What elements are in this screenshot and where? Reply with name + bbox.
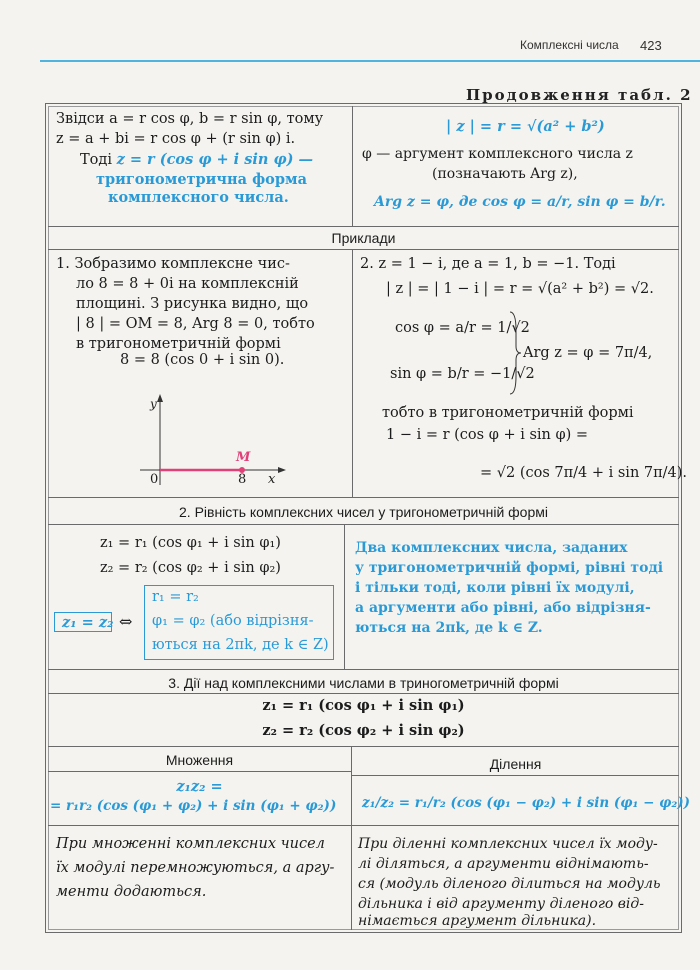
sec3-z2: z₂ = r₂ (cos φ₂ + i sin φ₂)	[262, 722, 465, 739]
sec2-cond-2: φ₁ = φ₂ (або відрізня-	[152, 613, 314, 629]
row-divider	[48, 524, 679, 525]
intro-line-4: тригонометрична форма	[96, 171, 307, 188]
argument-def: φ — аргумент комплексного числа z	[362, 146, 633, 162]
mul-text: менти додаються.	[56, 884, 207, 900]
sec2-z1: z₁ = r₁ (cos φ₁ + i sin φ₁)	[100, 535, 281, 551]
row-divider	[48, 746, 679, 747]
brace	[508, 310, 522, 396]
sec2-rule: у тригонометричній формі, рівні тоді	[355, 560, 664, 576]
intro-line-1: Звідси a = r cos φ, b = r sin φ, тому	[56, 111, 324, 127]
div-text: дільника і від аргументу діленого від-	[358, 896, 645, 912]
mul-text: При множенні комплексних чисел	[56, 836, 325, 852]
argument-notation: (позначають Arg z),	[432, 166, 578, 182]
row-divider	[48, 693, 679, 694]
sec2-equality: z₁ = z₂	[62, 614, 114, 631]
graph-origin-label: 0	[150, 472, 159, 487]
row-divider	[48, 249, 679, 250]
intro-line-2: z = a + bi = r cos φ + (r sin φ) i.	[56, 131, 296, 147]
div-text: лі діляться, а аргументи віднімають-	[358, 856, 649, 872]
div-text: німається аргумент дільника).	[358, 913, 597, 929]
mul-formula-1: z₁z₂ =	[176, 778, 223, 795]
ex2-line-1: 2. z = 1 − i, де a = 1, b = −1. Тоді	[360, 256, 616, 272]
ex1-line: в тригонометричній формі	[76, 336, 281, 352]
mul-formula-2: = r₁r₂ (cos (φ₁ + φ₂) + i sin (φ₁ + φ₂))	[50, 798, 337, 814]
y-axis-arrow	[157, 394, 163, 402]
row-divider	[48, 497, 679, 498]
ex2-cos: cos φ = a/r = 1/√2	[395, 320, 530, 336]
ex2-arg: Arg z = φ = 7π/4,	[523, 345, 653, 361]
ex1-line: ло 8 = 8 + 0i на комплексній	[76, 276, 299, 292]
equivalence-arrow: ⇔	[119, 612, 133, 631]
ex2-line-6: 1 − i = r (cos φ + i sin φ) =	[386, 427, 589, 443]
section2-title: 2. Рівність комплексних чисел у тригонометричній формі	[179, 504, 548, 520]
sec2-z2: z₂ = r₂ (cos φ₂ + i sin φ₂)	[100, 560, 281, 576]
divider	[344, 524, 345, 669]
intro-line-3: Тоді z = r (cos φ + i sin φ) —	[80, 151, 314, 168]
ex1-line: площині. З рисунка видно, що	[76, 296, 309, 312]
page-number: 423	[640, 38, 662, 53]
row-divider	[48, 669, 679, 670]
ex2-line-5: тобто в тригонометричній формі	[382, 405, 634, 421]
sec2-cond-1: r₁ = r₂	[152, 589, 199, 605]
ex2-line-7: = √2 (cos 7π/4 + i sin 7π/4).	[480, 465, 688, 481]
x-axis-arrow	[278, 467, 286, 473]
div-text: ся (модуль діленого ділиться на модуль	[358, 876, 661, 892]
mul-text: їх модулі перемножуються, а аргу-	[56, 860, 335, 876]
divider	[351, 746, 352, 930]
header-rule	[40, 60, 700, 62]
running-header	[520, 38, 680, 52]
division-title: Ділення	[489, 756, 542, 772]
ex2-line-2: | z | = | 1 − i | = r = √(a² + b²) = √2.	[386, 281, 654, 297]
div-text: При діленні комплексних чисел їх моду-	[358, 836, 658, 852]
graph-eight-label: 8	[238, 472, 247, 487]
graph-y-label: y	[150, 397, 157, 411]
ex1-line: 8 = 8 (cos 0 + i sin 0).	[120, 352, 285, 368]
ex1-line: 1. Зобразимо комплексне чис-	[56, 256, 290, 272]
examples-title: Приклади	[331, 230, 396, 246]
sec2-rule: а аргументи або рівні, або відрізня-	[355, 600, 651, 616]
row-divider	[352, 775, 679, 776]
ex1-line: | 8 | = OM = 8, Arg 8 = 0, тобто	[76, 316, 315, 332]
continuation-label: Продовження табл. 2	[466, 86, 693, 104]
divider	[352, 106, 353, 226]
sec2-rule: і тільки тоді, коли рівні їх модулі,	[355, 580, 635, 596]
section-name: Комплексні числа	[520, 38, 619, 52]
divider	[352, 249, 353, 497]
sec2-rule: Два комплексних числа, заданих	[355, 540, 628, 556]
graph-x-label: x	[268, 472, 276, 487]
graph-m-label: M	[236, 450, 251, 465]
ex2-sin: sin φ = b/r = −1/√2	[390, 366, 535, 382]
section3-title: 3. Дії над комплексними числами в триногометричній формі	[168, 675, 559, 691]
div-formula: z₁/z₂ = r₁/r₂ (cos (φ₁ − φ₂) + i sin (φ₁ − φ₂))	[362, 795, 691, 811]
sec2-cond-3: ються на 2πk, де k ∈ Z)	[152, 637, 329, 653]
row-divider	[48, 771, 351, 772]
intro-line-5: комплексного числа.	[108, 189, 289, 206]
modulus-formula: | z | = r = √(a² + b²)	[446, 118, 605, 135]
row-divider	[48, 825, 679, 826]
arg-formula: Arg z = φ, де cos φ = a/r, sin φ = b/r.	[374, 194, 666, 210]
multiplication-title: Множення	[165, 752, 234, 768]
row-divider	[48, 226, 679, 227]
sec3-z1: z₁ = r₁ (cos φ₁ + i sin φ₁)	[262, 697, 465, 714]
sec2-rule: ються на 2πk, де k ∈ Z.	[355, 620, 543, 636]
